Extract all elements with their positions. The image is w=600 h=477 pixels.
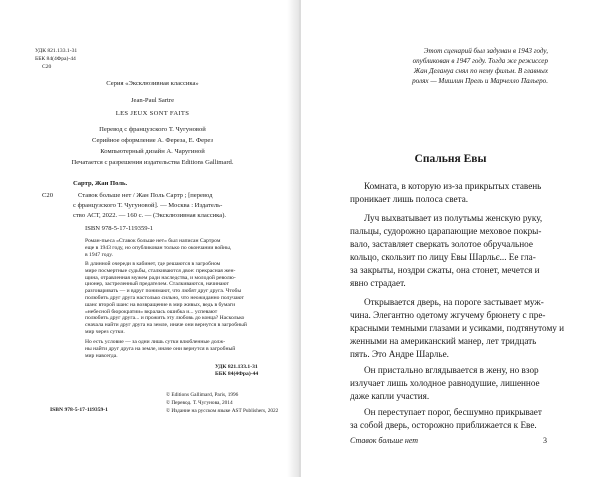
annotation-line: ционер, застреленный предателем. Сталкиваются, начинают <box>85 281 229 288</box>
annotation-line: шанс второй шанс на возвращение в мир живых, ведь в бумаги <box>85 301 236 308</box>
class-code-bbk: ББК 84(4Фра)-44 <box>215 371 259 377</box>
credit-computer-design: Компьютерный дизайн А. Чаругиной <box>100 148 205 155</box>
annotation-line: полюбить друг друга настолько сильно, что неожиданно получают <box>85 294 244 301</box>
body-line: кольцо, скользит по лицу Евы Шарльє... Ее гла- <box>350 252 536 262</box>
copyright-line: © Editions Gallimard, Paris, 1996 <box>166 392 239 398</box>
running-footer-title: Ставок больше нет <box>350 436 419 445</box>
annotation-paragraph <box>85 261 265 336</box>
epigraph-line: Жан Делануа снял по нему фильм. В главных <box>413 67 548 75</box>
body-line: Комната, в которую из-за прикрытых ставень <box>364 181 542 191</box>
annotation-line: ны найти друг друга на земле, иначе они вернутся в загробный <box>85 345 236 352</box>
body-line: красными темными глазами и усиками, подтянутому и <box>350 323 565 333</box>
copyright-line: © Издание на русском языке AST Publishers, 2022 <box>166 408 279 414</box>
annotation-line: мире посмертные судьбы, сталкиваются двое: прекрасная жен- <box>85 267 236 274</box>
epigraph-line: Этот сценарий был задуман в 1943 году, <box>423 47 548 55</box>
body-line: проникает лишь полоса света. <box>350 194 469 204</box>
body-line: женными на американский манер, лет тридцать <box>350 336 537 346</box>
body-line: даже капли участия. <box>350 391 430 401</box>
series-name: Серия «Эксклюзивная классика» <box>106 80 199 87</box>
annotation <box>85 238 265 258</box>
credit-series-design: Серийное оформление А. Фереза, Е. Ферез <box>91 137 214 144</box>
body-line: пальцы, судорожно царапающие меховое покры- <box>350 226 542 236</box>
annotation-line: полюбить друг друга... и прожить эту любовь до конца? Насколько <box>85 315 245 322</box>
left-page-copyright <box>0 0 299 477</box>
annotation-line: Роман-пьеса «Ставок больше нет» был написан Сартром <box>85 238 221 244</box>
annotation-line: мир навсегда. <box>85 352 118 359</box>
credit-permission: Печатается с разрешения издательства Editions Gallimard. <box>71 159 234 166</box>
title-original: LES JEUX SONT FAITS <box>115 110 190 117</box>
annotation-line: разговаривать — и вдруг понимают, что любят друг друга. Чтобы <box>85 288 242 295</box>
catalog-isbn: ISBN 978-5-17-119359-1 <box>85 225 154 232</box>
body-line: Открывается дверь, на пороге застывает муж- <box>364 297 544 307</box>
class-code-udk: УДК 821.133.1-31 <box>215 364 258 370</box>
annotation-line: еще в 1943 году, но опубликован только по окончании войны, <box>85 244 232 251</box>
epigraph-line: ролях — Мишлин Прель и Марчелло Пальеро. <box>412 77 548 85</box>
epigraph-line: опубликован в 1947 году. Тогда же режиссер <box>412 57 548 65</box>
annotation-line: сначала найти друг друга на земле, иначе они вернутся в загробный <box>85 322 247 329</box>
catalog-mark: С20 <box>42 192 53 199</box>
body-line: вало, заставляет сверкать золотое обручальное <box>350 239 533 249</box>
body-line: Он пристально вглядывается в жену, но взор <box>364 365 539 375</box>
body-line: пять. Это Андре Шарлье. <box>350 349 449 359</box>
annotation-line: В длинной очереди в кабинет, где решаются в загробном <box>85 261 221 267</box>
annotation-line: в 1947 году. <box>85 251 113 258</box>
body-line: чина. Элегантно одетому жгучему брюнету с пре- <box>350 310 546 320</box>
body-line: Он переступает порог, бесшумно прикрывает <box>364 407 542 417</box>
annotation-line: «небесной бюрократии» вкралась ошибка и... успевают <box>85 308 218 315</box>
body-line: за собой дверь, осторожно приближается к Еве. <box>350 420 537 430</box>
page-number: 3 <box>543 436 547 445</box>
catalog-entry-line: ство АСТ, 2022. — 160 с. — (Эксклюзивная классика). <box>73 212 227 219</box>
body-line: излучает лишь холодное равнодушие, лишенное <box>350 378 540 388</box>
copyright-line: © Перевод. Т. Чугунова, 2014 <box>166 400 233 406</box>
annotation-line: мир через сутки. <box>85 328 125 335</box>
bbk-code: ББК 84(4Фра)-44 <box>35 56 76 62</box>
annotation-line: щина, отравленная мужем ради наследства, и молодой револю- <box>85 274 236 281</box>
chapter-title: Спальня Евы <box>414 153 487 165</box>
udk-code: УДК 821.133.1-31 <box>35 48 78 54</box>
isbn-bottom: ISBN 978-5-17-119359-1 <box>50 407 108 413</box>
credit-translator: Перевод с французского Т. Чугуновой <box>99 126 206 133</box>
body-line: явно страдает. <box>350 278 406 288</box>
body-line: Луч выхватывает из полутьмы женскую руку, <box>364 213 543 223</box>
catalog-entry-line: с французского Т. Чугуновой]. — Москва : Издатель- <box>73 202 223 209</box>
annotation-line: Но есть условие — за одни лишь сутки влюбленные долж- <box>85 339 226 345</box>
author-mark: С20 <box>42 64 52 70</box>
author-original: Jean-Paul Sartre <box>130 97 175 104</box>
right-page-text <box>301 0 600 477</box>
body-line: за закрыты, ноздри сжаты, она стонет, мечется и <box>350 265 540 275</box>
catalog-entry-line: Ставок больше нет / Жан Поль Сартр ; [перевод <box>78 192 213 199</box>
catalog-author-heading: Сартр, Жан Поль. <box>73 180 128 187</box>
annotation-paragraph <box>85 339 265 359</box>
